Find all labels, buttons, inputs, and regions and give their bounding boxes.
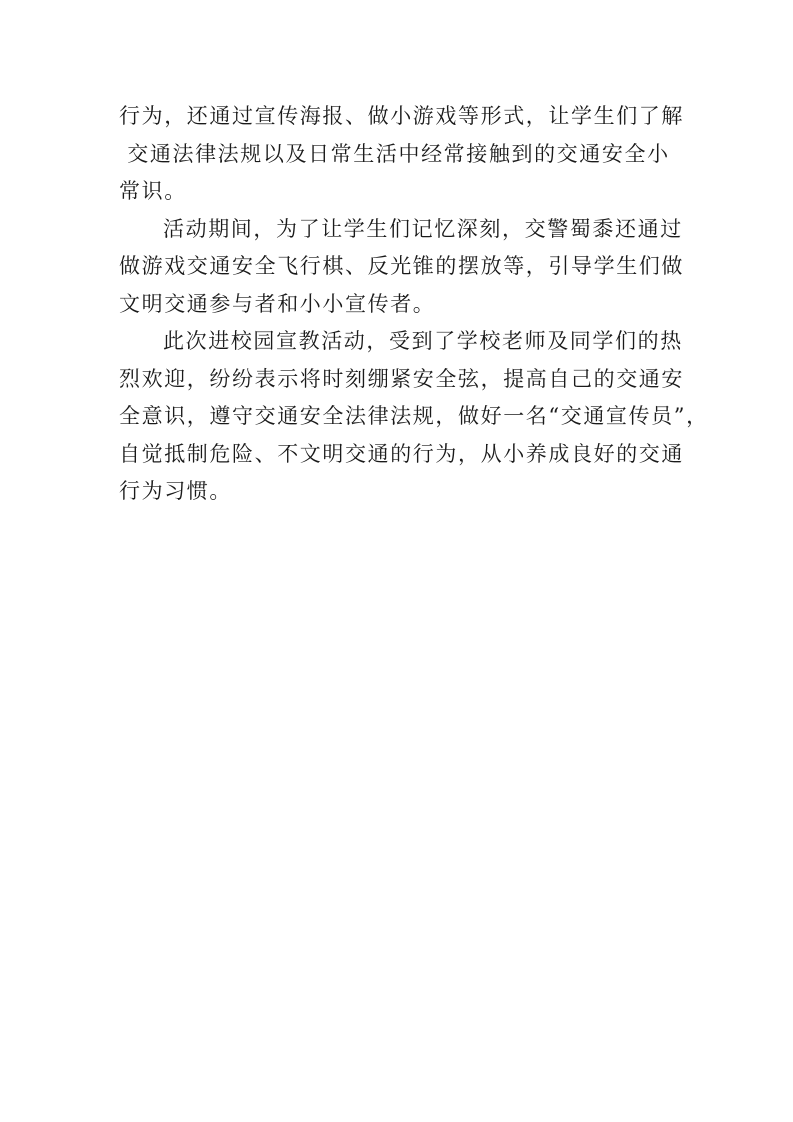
paragraph-line: 此次进校园宣教活动，受到了学校老师及同学们的热 xyxy=(163,329,683,353)
paragraph-line: 全意识，遵守交通安全法律法规，做好一名“交通宣传员”， xyxy=(119,404,709,428)
paragraph-2 xyxy=(119,211,684,324)
paragraph-line: 活动期间，为了让学生们记忆深刻，交警蜀黍还通过 xyxy=(163,216,683,241)
paragraph-line: 烈欢迎，纷纷表示将时刻绷紧安全弦，提高自己的交通安 xyxy=(119,366,684,391)
paragraph-line: 文明交通参与者和小小宣传者。 xyxy=(119,291,436,316)
paragraph-line: 做游戏交通安全飞行棋、反光锥的摆放等，引导学生们做 xyxy=(119,254,684,278)
body-text xyxy=(119,98,709,511)
paragraph-line: 行为，还通过宣传海报、做小游戏等形式，让学生们了解 xyxy=(119,104,684,128)
paragraph-line: 自觉抵制危险、不文明交通的行为，从小养成良好的交通 xyxy=(119,441,684,466)
paragraph-line: 行为习惯。 xyxy=(119,479,232,503)
paragraph-3 xyxy=(119,323,709,511)
paragraph-line: 常识。 xyxy=(119,179,187,203)
paragraph-line: 交通法律法规以及日常生活中经常接触到的交通安全小 xyxy=(119,141,670,166)
paragraph-1 xyxy=(119,98,684,211)
